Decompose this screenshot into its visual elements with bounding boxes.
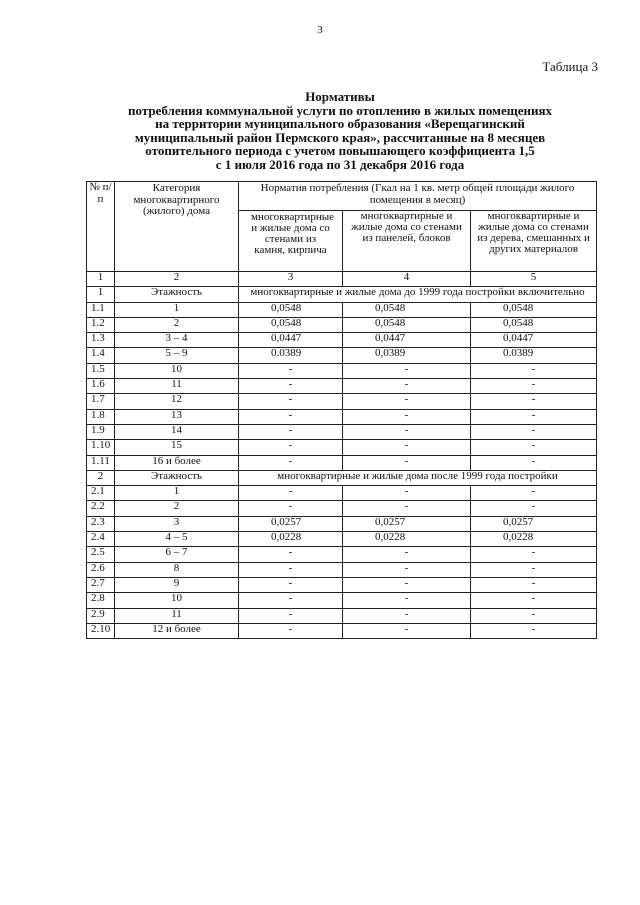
- value-wood: -: [471, 608, 597, 623]
- row-num: 1.4: [87, 348, 115, 363]
- value-stone: 0,0228: [239, 532, 343, 547]
- value-wood: -: [471, 562, 597, 577]
- value-panel: -: [343, 547, 471, 562]
- title-line: на территории муниципального образования «Верещагинский: [155, 116, 525, 131]
- value-panel: -: [343, 623, 471, 638]
- row-num: 1.5: [87, 363, 115, 378]
- value-wood: 0,0447: [471, 333, 597, 348]
- section-row: [87, 470, 597, 485]
- table-row: [87, 394, 597, 409]
- table-row: [87, 363, 597, 378]
- section-category: Этажность: [115, 287, 239, 302]
- row-num: 1.3: [87, 333, 115, 348]
- value-stone: -: [239, 486, 343, 501]
- row-category: 6 – 7: [115, 547, 239, 562]
- col-number: 4: [343, 272, 471, 287]
- row-category: 5 – 9: [115, 348, 239, 363]
- value-panel: -: [343, 363, 471, 378]
- section-row: [87, 287, 597, 302]
- table-label: Таблица 3: [542, 59, 598, 74]
- value-panel: -: [343, 424, 471, 439]
- row-num: 2.8: [87, 593, 115, 608]
- value-wood: -: [471, 363, 597, 378]
- col-number: 1: [87, 272, 115, 287]
- col-number: 2: [115, 272, 239, 287]
- table-row: [87, 577, 597, 592]
- value-wood: -: [471, 593, 597, 608]
- row-category: 12 и более: [115, 623, 239, 638]
- value-panel: 0,0548: [343, 317, 471, 332]
- table-row: [87, 455, 597, 470]
- value-wood: 0,0257: [471, 516, 597, 531]
- value-stone: -: [239, 379, 343, 394]
- table-row: [87, 333, 597, 348]
- table-row: [87, 562, 597, 577]
- row-category: 16 и более: [115, 455, 239, 470]
- row-category: 3 – 4: [115, 333, 239, 348]
- document-title: [80, 90, 600, 171]
- row-category: 2: [115, 501, 239, 516]
- header-category: Категория многоквартирного (жилого) дома: [115, 182, 239, 272]
- row-num: 2.9: [87, 608, 115, 623]
- column-number-row: [87, 272, 597, 287]
- value-wood: -: [471, 440, 597, 455]
- table-row: [87, 424, 597, 439]
- header-col-wood: многоквартирные и жилые дома со стенами из дерева, смешанных и других материалов: [471, 211, 597, 272]
- section-description: многоквартирные и жилые дома до 1999 года постройки включительно: [239, 287, 597, 302]
- row-num: 2.2: [87, 501, 115, 516]
- section-category: Этажность: [115, 470, 239, 485]
- row-num: 1.11: [87, 455, 115, 470]
- value-wood: -: [471, 623, 597, 638]
- value-wood: -: [471, 379, 597, 394]
- row-category: 1: [115, 302, 239, 317]
- value-wood: 0,0548: [471, 302, 597, 317]
- value-panel: -: [343, 394, 471, 409]
- table-row: [87, 317, 597, 332]
- row-num: 2.7: [87, 577, 115, 592]
- table-row: [87, 623, 597, 638]
- header-norm: Норматив потребления (Гкал на 1 кв. метр общей площади жилого помещения в месяц): [239, 182, 597, 211]
- value-panel: -: [343, 608, 471, 623]
- table-row: [87, 348, 597, 363]
- row-num: 1.1: [87, 302, 115, 317]
- value-wood: 0,0548: [471, 317, 597, 332]
- value-stone: -: [239, 394, 343, 409]
- table-row: [87, 532, 597, 547]
- title-line: муниципальный район Пермского края», рассчитанные на 8 месяцев: [134, 129, 546, 145]
- value-wood: -: [471, 501, 597, 516]
- row-category: 15: [115, 440, 239, 455]
- value-stone: 0,0548: [239, 302, 343, 317]
- value-stone: -: [239, 363, 343, 378]
- value-panel: -: [343, 409, 471, 424]
- table-row: [87, 302, 597, 317]
- row-num: 1.10: [87, 440, 115, 455]
- section-description: многоквартирные и жилые дома после 1999 года постройки: [239, 470, 597, 485]
- row-category: 11: [115, 379, 239, 394]
- value-panel: -: [343, 577, 471, 592]
- value-panel: -: [343, 379, 471, 394]
- value-panel: 0,0228: [343, 532, 471, 547]
- title-line: потребления коммунальной услуги по отоплению в жилых помещениях: [128, 102, 552, 118]
- row-category: 4 – 5: [115, 532, 239, 547]
- value-wood: -: [471, 547, 597, 562]
- section-num: 1: [87, 287, 115, 302]
- section-num: 2: [87, 470, 115, 485]
- value-wood: 0.0389: [471, 348, 597, 363]
- row-num: 2.4: [87, 532, 115, 547]
- header-num: № п/п: [87, 182, 115, 272]
- row-num: 1.9: [87, 424, 115, 439]
- value-panel: 0,0257: [343, 516, 471, 531]
- row-category: 3: [115, 516, 239, 531]
- title-line: с 1 июля 2016 года по 31 декабря 2016 года: [215, 156, 465, 172]
- row-num: 2.6: [87, 562, 115, 577]
- row-category: 13: [115, 409, 239, 424]
- value-stone: 0,0447: [239, 333, 343, 348]
- value-panel: -: [343, 440, 471, 455]
- table-row: [87, 516, 597, 531]
- value-wood: -: [471, 409, 597, 424]
- value-stone: 0,0548: [239, 317, 343, 332]
- row-num: 1.6: [87, 379, 115, 394]
- value-panel: 0,0548: [343, 302, 471, 317]
- value-panel: -: [343, 593, 471, 608]
- row-num: 1.2: [87, 317, 115, 332]
- value-wood: -: [471, 424, 597, 439]
- row-category: 9: [115, 577, 239, 592]
- row-category: 8: [115, 562, 239, 577]
- row-num: 1.8: [87, 409, 115, 424]
- value-panel: -: [343, 455, 471, 470]
- table-row: [87, 547, 597, 562]
- row-num: 2.10: [87, 623, 115, 638]
- row-num: 2.3: [87, 516, 115, 531]
- title-line: отопительного периода с учетом повышающего коэффициента 1,5: [145, 143, 535, 158]
- value-panel: -: [343, 486, 471, 501]
- value-stone: -: [239, 608, 343, 623]
- row-num: 2.1: [87, 486, 115, 501]
- value-wood: -: [471, 394, 597, 409]
- value-wood: 0,0228: [471, 532, 597, 547]
- col-number: 5: [471, 272, 597, 287]
- header-row: [87, 182, 597, 211]
- row-category: 2: [115, 317, 239, 332]
- value-panel: -: [343, 562, 471, 577]
- norms-table: [86, 181, 597, 639]
- row-num: 2.5: [87, 547, 115, 562]
- value-panel: 0,0447: [343, 333, 471, 348]
- table-row: [87, 409, 597, 424]
- value-stone: -: [239, 501, 343, 516]
- value-wood: -: [471, 577, 597, 592]
- row-category: 10: [115, 363, 239, 378]
- value-stone: -: [239, 409, 343, 424]
- value-wood: -: [471, 455, 597, 470]
- table-row: [87, 608, 597, 623]
- table-row: [87, 501, 597, 516]
- value-stone: 0,0257: [239, 516, 343, 531]
- table-row: [87, 440, 597, 455]
- page-number: 3: [317, 24, 323, 36]
- table-row: [87, 379, 597, 394]
- header-col-panel: многоквартирные и жилые дома со стенами из панелей, блоков: [343, 211, 471, 272]
- row-category: 14: [115, 424, 239, 439]
- row-category: 12: [115, 394, 239, 409]
- row-num: 1.7: [87, 394, 115, 409]
- value-stone: -: [239, 593, 343, 608]
- value-panel: -: [343, 501, 471, 516]
- value-stone: -: [239, 547, 343, 562]
- value-stone: -: [239, 577, 343, 592]
- value-stone: -: [239, 424, 343, 439]
- value-wood: -: [471, 486, 597, 501]
- table-row: [87, 486, 597, 501]
- row-category: 11: [115, 608, 239, 623]
- value-panel: 0,0389: [343, 348, 471, 363]
- value-stone: -: [239, 440, 343, 455]
- table-row: [87, 593, 597, 608]
- value-stone: -: [239, 562, 343, 577]
- title-line: Нормативы: [305, 89, 375, 104]
- value-stone: 0.0389: [239, 348, 343, 363]
- header-col-stone: многоквартирные и жилые дома со стенами из камня, кирпича: [239, 211, 343, 272]
- value-stone: -: [239, 455, 343, 470]
- row-category: 1: [115, 486, 239, 501]
- value-stone: -: [239, 623, 343, 638]
- col-number: 3: [239, 272, 343, 287]
- row-category: 10: [115, 593, 239, 608]
